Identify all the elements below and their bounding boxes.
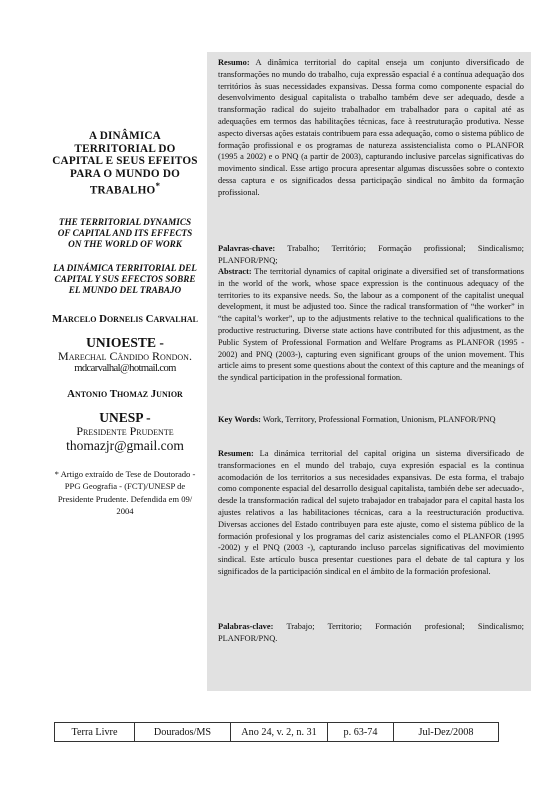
author-2-name: Antonio Thomaz Junior xyxy=(67,388,183,401)
author-1-email: mdcarvalhal@hotmail.com xyxy=(74,363,176,375)
left-column xyxy=(52,130,198,517)
footer-pages: p. 63-74 xyxy=(328,723,394,741)
abstract-en-label: Abstract: xyxy=(218,267,252,276)
title-portuguese: A DINÂMICA TERRITORIAL DO CAPITAL E SEUS EFEITOS PARA O MUNDO DO TRABALHO* xyxy=(52,130,198,198)
footer-volume: Ano 24, v. 2, n. 31 xyxy=(231,723,328,741)
title-english: THE TERRITORIAL DYNAMICS OF CAPITAL AND ITS EFFECTS ON THE WORLD OF WORK xyxy=(57,216,193,249)
footer-journal: Terra Livre xyxy=(55,723,135,741)
abstract-en-text: The territorial dynamics of capital originate a diversified set of transformations in the world of the work, whose space expression is the continuous adequacy of the territories to its expansive needs. So, the labour as a component of the capitalist unequal development, it must be adjusted too. Since the radical transformation of “the worker” in “the capital’s worker”, up to the adjustments relative to the technical qualifications to the productive restructuring. Diverse state actions have contributed for this adjustment, as the Public System of Professional Formation and Welfare Programs as PLANFOR (1995 - 2002) and PNQ (2003-), capturing even significant groups of the union movement. This article aims to present some questions about the context of this capture and the meanings of the syndical participation in the professional formation. xyxy=(218,267,524,383)
keywords-en-text: Work, Territory, Professional Formation, Unionism, PLANFOR/PNQ xyxy=(260,415,496,424)
abstract-pt-label: Resumo: xyxy=(218,58,250,67)
keywords-spanish xyxy=(218,621,524,645)
abstract-portuguese xyxy=(218,57,524,199)
abstract-es-label: Resumen: xyxy=(218,449,254,458)
title-spanish: LA DINÁMICA TERRITORIAL DEL CAPITAL Y SUS EFECTOS SOBRE EL MUNDO DEL TRABAJO xyxy=(53,262,197,295)
author-2-email: thomazjr@gmail.com xyxy=(66,437,184,453)
author-1-name: Marcelo Dornelis Carvalhal xyxy=(52,312,198,325)
footer-date: Jul-Dez/2008 xyxy=(418,726,474,738)
keywords-pt-label: Palavras-chave: xyxy=(218,244,276,253)
author-1-institution: UNIOESTE - xyxy=(86,334,164,350)
keywords-es-label: Palabras-clave: xyxy=(218,622,274,631)
abstract-es-text: La dinámica territorial del capital origina un sistema diversificado de transformaciones en el mundo del trabajo, cuya expresión espacial es la continua acomodación de los territorios a sus necesidades expansivas. De esta forma, el trabajo como componente espacial del desarrollo desigual capitalista, también debe ser adecuado-, desde la transformación radical del sujeto trabajador en trabajador para el capital hasta los ajustes relativos a las habilitaciones técnicas, cara a la reestructuración productiva. Diversas acciones del Estado contribuyen para este ajuste, como el sistema público de la formación profesional y los programas del cariz asistenciales como el PLANFOR (1995 -2002) y el PNQ (2003 -), capturando incluso parcelas significativas del movimiento sindical. Este artículo busca presentar cuestiones para el debate de tal captura y los significados de la participación sindical en el ámbito de la formación profesional. xyxy=(218,449,524,576)
footer-city: Dourados/MS xyxy=(135,723,231,741)
abstract-spanish xyxy=(218,448,524,578)
citation-footer xyxy=(54,722,499,742)
keywords-english xyxy=(218,414,524,426)
abstract-english xyxy=(218,266,524,384)
footnote: * Artigo extraído de Tese de Doutorado - PPG Geografia - (FCT)/UNESP de Presidente Prudente. Defendida em 09/ 2004 xyxy=(54,468,196,516)
keywords-pt-text: Trabalho; Território; Formação profissional; Sindicalismo; PLANFOR/PNQ; xyxy=(218,244,524,265)
title-footnote-mark: * xyxy=(155,181,161,192)
author-2-institution: UNESP - xyxy=(99,410,151,426)
keywords-portuguese xyxy=(218,243,524,267)
keywords-es-text: Trabajo; Territorio; Formación profesional; Sindicalismo; PLANFOR/PNQ. xyxy=(218,622,524,643)
author-1-city: Marechal Cândido Rondon. xyxy=(58,348,192,363)
abstract-pt-text: A dinâmica territorial do capital enseja um conjunto diversificado de transformações no mundo do trabalho, cuja expressão espacial é a contínua adequação dos territórios às suas necessidades expansivas. Dessa forma como componente espacial do desenvolvimento desigual capitalista o trabalho também deve ser adequado, desde a transformação radical do sujeito trabalhador em trabalhador para o capital até as adequações em termos das habilitações técnicas, face à reestruturação produtiva. Nesse aspecto diversas ações estatais contribuem para essa adequação, como o sistema público de formação profissional e os programas de natureza assistencialista como o PLANFOR (1995 a 2002) e o PNQ (a partir de 2003), capturando inclusive parcelas significativas do movimento sindical. Esse artigo procura apresentar algumas discussões sobre o contexto dessa captura e os significados dessa participação sindical no âmbito da formação profissional. xyxy=(218,58,524,197)
keywords-en-label: Key Words: xyxy=(218,415,261,424)
author-2-city: Presidente Prudente xyxy=(76,424,174,439)
